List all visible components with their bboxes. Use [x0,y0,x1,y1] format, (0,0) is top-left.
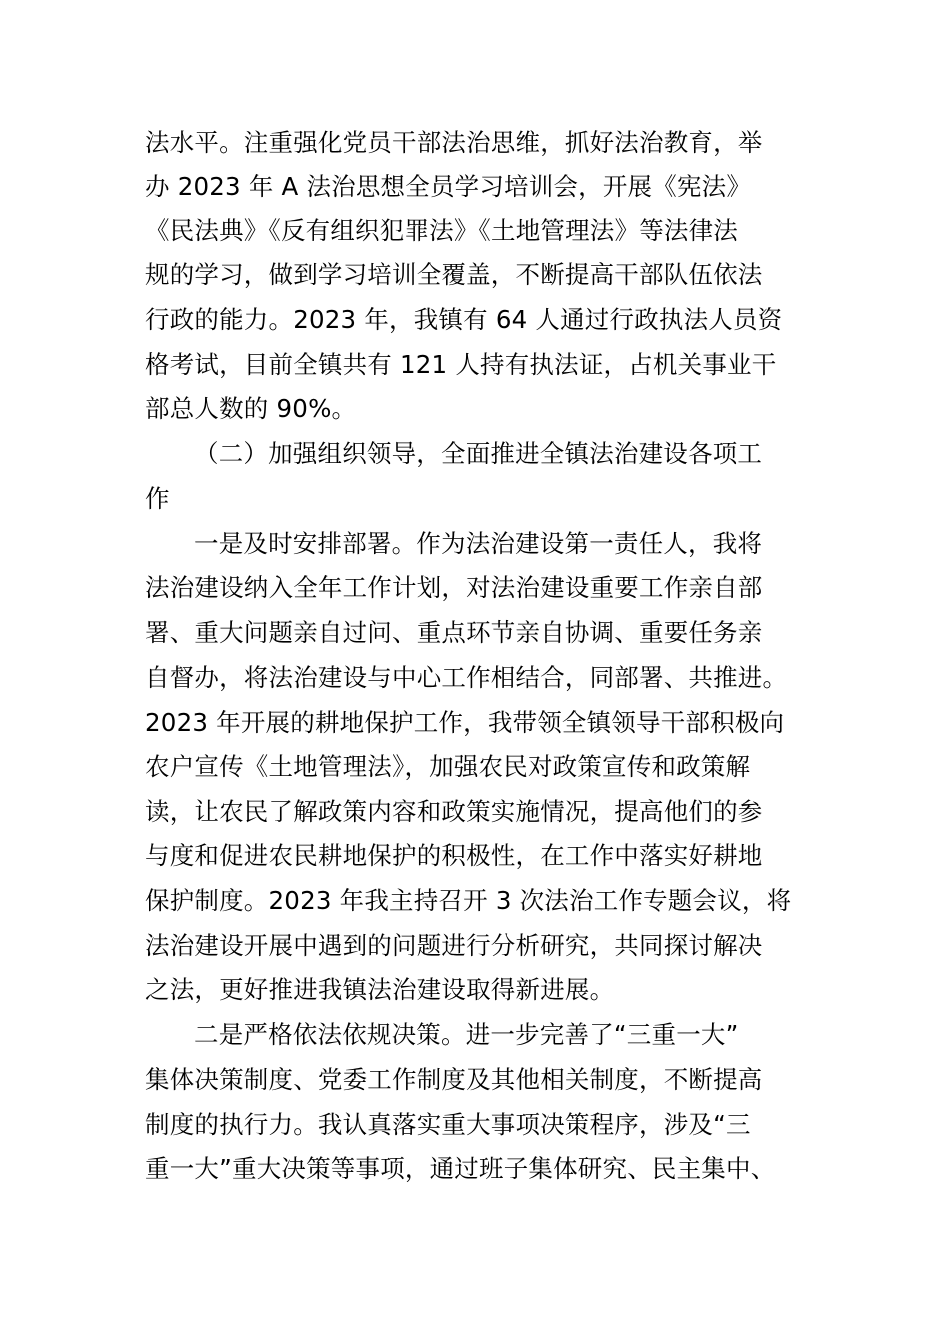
text-line: 2023 年开展的耕地保护工作，我带领全镇领导干部积极向 [145,708,785,737]
text-line: 重一大”重大决策等事项，通过班子集体研究、民主集中、 [145,1154,776,1183]
text-line: 《民法典》《反有组织犯罪法》《土地管理法》等法律法 [145,216,738,245]
paragraph-start-line: 一是及时安排部署。作为法治建设第一责任人，我将 [194,529,763,558]
text-line: 法治建设开展中遇到的问题进行分析研究，共同探讨解决 [145,931,763,960]
text-line: 办 2023 年 A 法治思想全员学习培训会，开展《宪法》 [145,172,752,201]
text-line: 署、重大问题亲自过问、重点环节亲自协调、重要任务亲 [145,618,763,647]
text-line: 集体决策制度、党委工作制度及其他相关制度，不断提高 [145,1065,763,1094]
text-line: 读，让农民了解政策内容和政策实施情况，提高他们的参 [145,797,763,826]
text-line: 保护制度。2023 年我主持召开 3 次法治工作专题会议，将 [145,886,792,915]
text-line: 制度的执行力。我认真落实重大事项决策程序，涉及“三 [145,1110,751,1139]
text-line: 之法，更好推进我镇法治建设取得新进展。 [145,975,615,1004]
section-heading-continued: 作 [145,484,170,513]
text-line: 规的学习，做到学习培训全覆盖，不断提高干部队伍依法 [145,260,763,289]
text-line: 法水平。注重强化党员干部法治思维，抓好法治教育，举 [145,128,763,157]
text-line: 行政的能力。2023 年，我镇有 64 人通过行政执法人员资 [145,305,783,334]
text-line: 格考试，目前全镇共有 121 人持有执法证，占机关事业干 [145,350,777,379]
paragraph-start-line: 二是严格依法依规决策。进一步完善了“三重一大” [194,1020,739,1049]
text-line: 自督办，将法治建设与中心工作相结合，同部署、共推进。 [145,663,788,692]
text-line: 法治建设纳入全年工作计划，对法治建设重要工作亲自部 [145,573,763,602]
text-line: 农户宣传《土地管理法》，加强农民对政策宣传和政策解 [145,752,751,781]
text-line: 部总人数的 90%。 [145,394,357,423]
text-line: 与度和促进农民耕地保护的积极性，在工作中落实好耕地 [145,841,763,870]
section-heading: （二）加强组织领导，全面推进全镇法治建设各项工 [194,439,763,468]
